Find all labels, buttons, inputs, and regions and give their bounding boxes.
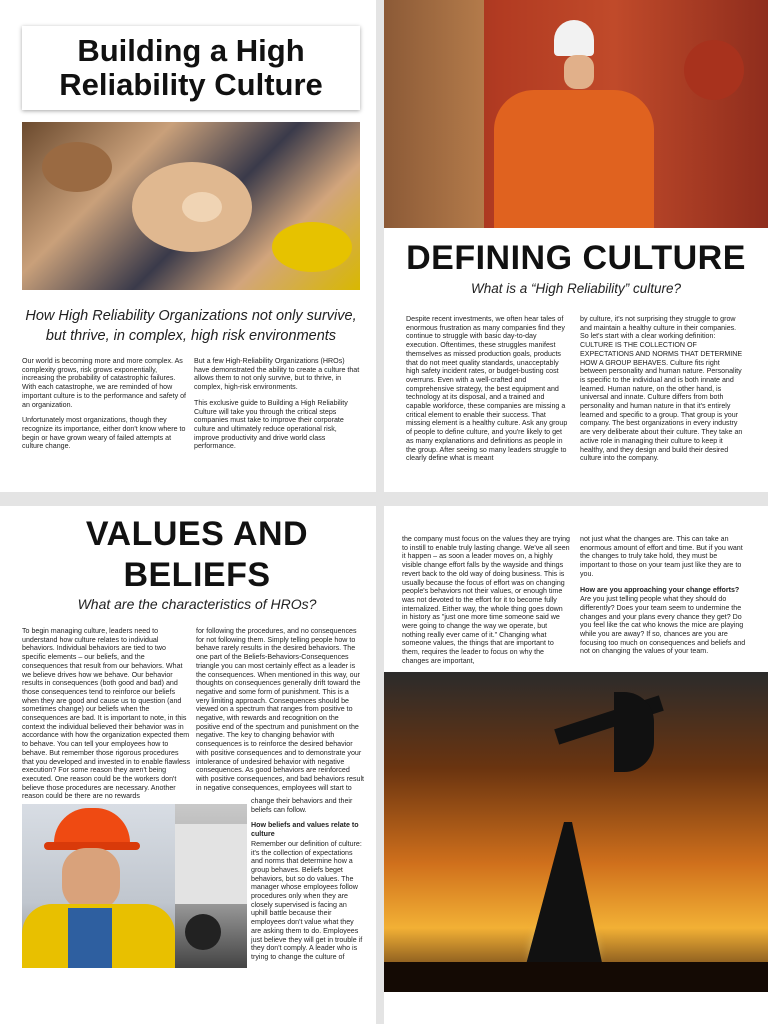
paragraph: This exclusive guide to Building a High Reliability Culture will take you through the critical steps companies must take to improve their corporate culture and ultimately reduce operational risk, improve productivity and drive world class performance. (194, 398, 348, 451)
paragraph: Remember our definition of culture: it's the collection of expectations and norms that determine how a group behaves. Beliefs beget behaviors, but so do values. The manager whose employees follow procedures only when they are closely supervised is facing an uphill battle because their employees don't value what they are asking them to do. Employees just believe they will get in trouble if they don't comply. A leader who is trying to change the culture of (251, 839, 363, 961)
page-gutter-top (376, 0, 384, 492)
page1-column-left (22, 357, 188, 458)
paragraph: Unfortunately most organizations, though they recognize its importance, either don't know where to begin or have grown weary of failed attempts at culture change. (22, 416, 186, 451)
page-gutter-horizontal (0, 492, 768, 506)
paragraph: But a few High-Reliability Organizations (HROs) have demonstrated the ability to create a culture that allows them to not only survive, but to thrive, in complex, high-risk environments. (194, 357, 360, 392)
paragraph: Our world is becoming more and more complex. As complexity grows, risk grows exponentially, increasing the probability of catastrophic failures. With each catastrophe, we are reminded of how important culture is to the performance and safety of an organization. (22, 357, 187, 409)
page-gutter-bottom (376, 506, 384, 1024)
paragraph: Are you just telling people what they should do differently? Does your team seem to undermine the changes and your plans every chance they get? Do you feel like the cat who knows the mice are playing while you are away? If so, chances are you are focusing too much on consequences and beliefs and not on changing the values of your team. (580, 595, 746, 656)
section-subheading: How beliefs and values relate to culture (251, 821, 359, 839)
page3-column-right-tail (251, 797, 364, 969)
paragraph: change their behaviors and their beliefs can follow. (251, 797, 353, 814)
page3-column-left: To begin managing culture, leaders need to understand how culture relates to individual behaviors. Individual behaviors are tied to two specific elements – our beliefs, and the consequences that result from our behaviors. What we believe drives how we behave. Our behavior results in consequences (both good and bad) and those consequences tend to reinforce our beliefs when they are good and cause us to question (and sometimes change) our beliefs when the consequences are bad. It is important to note, in this context the individual believed their behavior was in accordance with how the organization expected them to behave. You can tell your employees how to behave. But remember those rigorous procedures that you developed and invested in to enable flawless execution? For some reason they aren't being executed. One reason could be the workers don't believe those procedures are necessary. Another reason could be there are no rewards (22, 627, 191, 801)
page1-column-right (194, 357, 360, 458)
page3-column-right: for following the procedures, and no consequences for not following them. Simply telling people how to behave rarely results in the desired behaviors. The one part of the Beliefs-Behaviors-Consequences triangle you can most certainly effect as a leader is the consequences. When mentioned in this way, our thoughts on consequences generally drift toward the negative and some form of punishment. This is a very limiting approach. Consequences should be viewed on a spectrum that ranges from positive to negative, with rewards and recognition on the positive end of the spectrum and punishment on the negative. The key to changing behavior with consequences is to reinforce the desired behavior with positive consequences and to demonstrate your intolerance of undesired behavior with negative consequences. As good behaviors are reinforced with positive consequences, and bad behaviors result in negative consequences, employees will start to (196, 627, 364, 792)
page2-subheading: What is a “High Reliability” culture? (470, 281, 682, 296)
page4-column-left: the company must focus on the values they are trying to instill to enable truly lasting change. We've all seen it happen – as soon a leader moves on, a highly visible change effort falls by the wayside and things revert back to the old way of doing business. This is usually because the focus of effort was on changing people's behaviors not their values, or enough time was not devoted to the effort for it to become fully internalized. Either way, the whole thing goes down in history as "just one more time someone said we were going to change the way we operate, but nothing really ever came of it." Changing what someone values, the things that are important to them, requires the leader to focus on why the changes are important, (402, 535, 570, 665)
page3-heading: VALUES AND BELIEFS (85, 515, 309, 594)
paragraph: not just what the changes are. This can take an enormous amount of effort and time. But if you want the changes to truly take hold, they must be important to those on your team just like they are to you. (580, 535, 743, 578)
truck-photo (175, 804, 247, 968)
page3-subheading: What are the characteristics of HROs? (77, 596, 317, 612)
page2-column-right: by culture, it's not surprising they struggle to grow and maintain a healthy culture in their companies. So let's start with a clear working definition: CULTURE IS THE COLLECTION OF EXPECTATIONS AND NORMS THAT DETERMINE HOW A GROUP BEHAVES. Culture fits right between personality and human nature. Personality is specific to the individual and is both innate and learned. Human nature, on the other hand, is universal and innate. Culture differs from both personality and human nature in that it's entirely learned and specific to a group. That group is your company. The best organizations in every industry are very deliberate about their culture. They take an active role in managing their culture to keep it healthy, and they design and build their desired culture into the company. (580, 315, 743, 463)
oil-pump-photo (384, 672, 768, 992)
construction-worker-photo (22, 804, 175, 968)
page2-heading: DEFINING CULTURE (406, 239, 746, 277)
hands-photo (22, 122, 360, 290)
section-subheading: How are you approaching your change efforts? (580, 585, 740, 594)
page4-column-right (580, 535, 746, 663)
oil-worker-photo (384, 0, 768, 228)
page1-title: Building a High Reliability Culture (59, 33, 323, 102)
page1-subtitle: How High Reliability Organizations not only survive, but thrive, in complex, high risk environments (25, 308, 357, 344)
page2-column-left: Despite recent investments, we often hear tales of enormous frustration as many companies find they continue to struggle with basic day-to-day execution. Oftentimes, these struggles manifest themselves as missed production goals, products that do not meet quality standards, unacceptably high safety incident rates, or budget-busting cost overruns. Even with a well-crafted and comprehensive strategy, the best equipment and technology at its disposal, and a trained and capable workforce, these companies are missing a critical element to enable their success. That missing element is a healthy culture. Ask any group of people to define culture, and you're likely to get as many explanations and definitions as people in the group. After seeing so many leaders struggle to clearly define what is meant (406, 315, 568, 463)
page1-title-box (22, 26, 360, 110)
